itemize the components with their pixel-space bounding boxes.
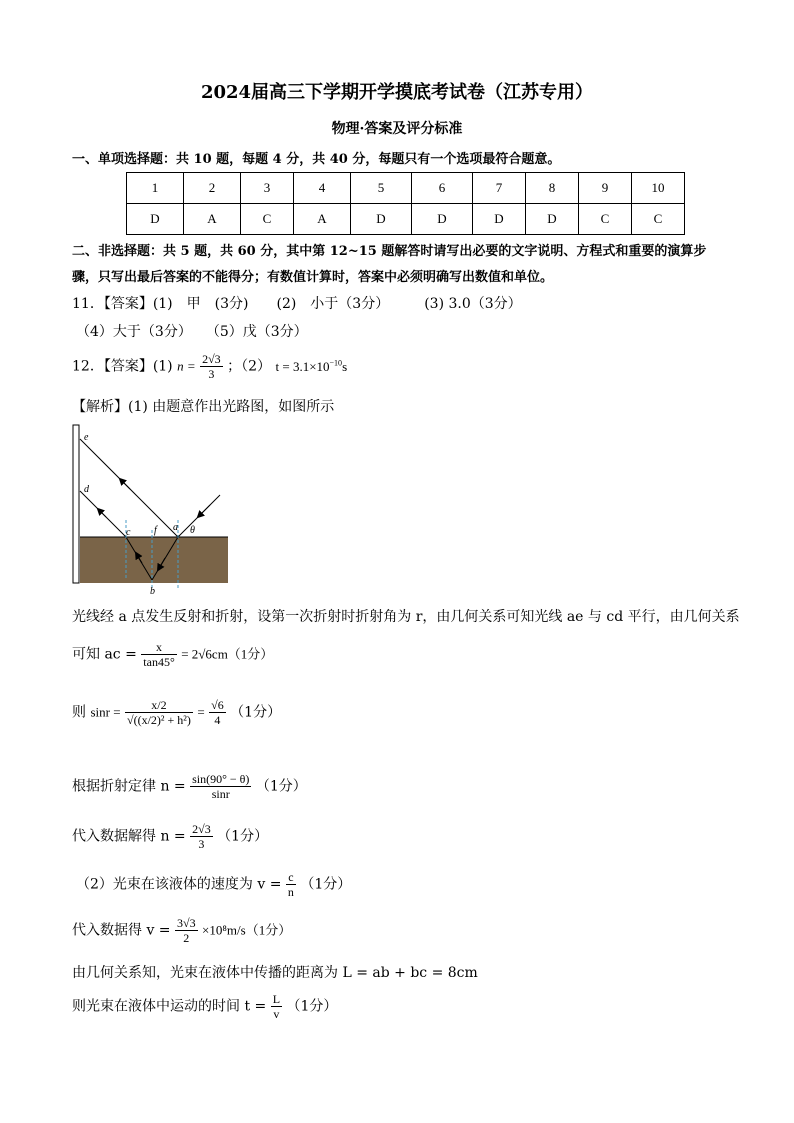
q12-time-unit: s [342,358,348,374]
speed-line [76,870,351,899]
q12-time-exp: −10 [329,358,343,368]
answer-cell: A [184,204,241,235]
ac-den: tan45° [143,655,175,669]
para1-line2 [72,640,273,669]
q12-time-answer [276,359,348,374]
speed-num: c [286,870,296,885]
answer-cell: D [351,204,412,235]
q12-n-fraction [200,352,223,381]
emergent-arrow [98,509,106,517]
solve-n-line [72,822,268,851]
mirror-wall [73,425,79,583]
solve-score: （1分） [217,828,269,845]
speed-value-line [72,916,291,945]
question-number-cell: 8 [526,173,579,204]
speed-value-fraction [175,916,198,945]
label-b: b [150,586,155,597]
page-title: 2024届高三下学期开学摸底考试卷（江苏专用） [200,82,594,103]
answer-cell: D [127,204,184,235]
question-number-cell: 6 [412,173,473,204]
q12-prefix: 12．【答案】(1) [72,358,173,375]
question-number-cell: 1 [127,173,184,204]
speed-value-post: ×10⁸m/s（1分） [202,922,292,938]
law-fraction [190,772,251,801]
ac-result: = 2√6cm（1分） [181,646,274,662]
law-score: （1分） [255,778,307,795]
sin-result-den: 4 [214,713,221,727]
time-num: L [272,992,281,1006]
sin-eq: = [197,704,205,720]
time-prefix: 则光束在液体中运动的时间 t = [72,998,267,1015]
question-number-cell: 10 [632,173,685,204]
time-fraction [271,992,282,1021]
sin-score: （1分） [230,704,282,721]
q11-answer-line2: （4）大于（3分） （5）戊（3分） [76,324,308,340]
sin-prefix: 则 [72,704,86,721]
q12-separator: ；（2） [227,358,272,375]
question-number-cell: 9 [579,173,632,204]
q12-time-value: t = 3.1×10 [275,358,330,374]
answer-cell: D [473,204,526,235]
speed-score: （1分） [300,876,352,893]
law-prefix: 根据折射定律 n = [72,778,186,795]
analysis-heading: 【解析】(1) 由题意作出光路图，如图所示 [72,399,335,415]
solve-fraction [190,822,213,851]
sin-label: sinr = [90,704,121,720]
answer-cell: A [294,204,351,235]
sin-den: √((x/2)² + h²) [127,713,191,727]
time-score: （1分） [286,998,338,1015]
solve-den: 3 [198,837,205,851]
ac-num: x [141,640,176,655]
law-den: sinr [211,787,230,801]
question-number-cell: 2 [184,173,241,204]
section-2-heading-line1: 二、非选择题：共 5 题，共 60 分，其中第 12~15 题解答时请写出必要的文字说明、方程式和重要的演算步 [72,244,707,259]
answer-cell: C [579,204,632,235]
q12-n-den: 3 [208,367,215,381]
speed-value-num: 3√3 [177,916,196,930]
time-den: v [273,1007,280,1021]
answer-cell: C [632,204,685,235]
page-subtitle: 物理·答案及评分标准 [331,121,463,137]
answer-cell: D [412,204,473,235]
sin-result-num: √6 [211,698,224,712]
label-c: c [126,527,131,538]
answer-table-number-row [127,173,685,204]
answer-cell: C [241,204,294,235]
label-e: e [84,432,89,443]
speed-prefix: （2）光束在该液体的速度为 v = [76,876,282,893]
sin-r-line [72,698,281,727]
label-theta: θ [190,525,195,536]
section-1-heading: 一、单项选择题：共 10 题，每题 4 分，共 40 分，每题只有一个选项最符合题意。 [72,152,561,167]
q11-answer-line1: 11．【答案】(1) 甲 (3分) (2) 小于（3分） (3) 3.0（3分） [72,296,522,312]
label-d: d [84,484,89,495]
reflected-arrow [120,479,130,489]
question-number-cell: 3 [241,173,294,204]
label-f: f [154,525,157,536]
time-line [72,992,337,1021]
ac-fraction [141,640,176,669]
sin-fraction [125,698,193,727]
question-number-cell: 4 [294,173,351,204]
answer-table-answer-row [127,204,685,235]
incident-arrow [198,505,210,517]
label-a: a [173,522,178,533]
light-path-diagram [70,420,240,600]
ac-label: 可知 ac = [72,646,137,663]
refraction-law-line [72,772,307,801]
speed-fraction [286,870,296,899]
sin-num: x/2 [125,698,193,713]
question-number-cell: 7 [473,173,526,204]
q12-n-label: n = [177,358,196,374]
speed-value-prefix: 代入数据得 v = [72,922,171,939]
distance-line: 由几何关系知，光束在液体中传播的距离为 L = ab + bc = 8cm [72,965,478,981]
answer-cell: D [526,204,579,235]
sin-result-fraction [209,698,226,727]
solve-num: 2√3 [192,822,211,836]
solve-prefix: 代入数据解得 n = [72,828,186,845]
question-number-cell: 5 [351,173,412,204]
q12-answer [72,352,347,381]
speed-value-den: 2 [183,931,190,945]
speed-den: n [287,885,294,899]
section-2-heading-line2: 骤，只写出最后答案的不能得分；有数值计算时，答案中必须明确写出数值和单位。 [72,270,554,285]
law-num: sin(90° − θ) [192,772,250,786]
para1-line1: 光线经 a 点发生反射和折射，设第一次折射时折射角为 r，由几何关系可知光线 ae 与 cd 平行，由几何关系 [72,609,740,625]
q12-n-num: 2√3 [202,352,221,366]
answer-table [126,172,685,235]
